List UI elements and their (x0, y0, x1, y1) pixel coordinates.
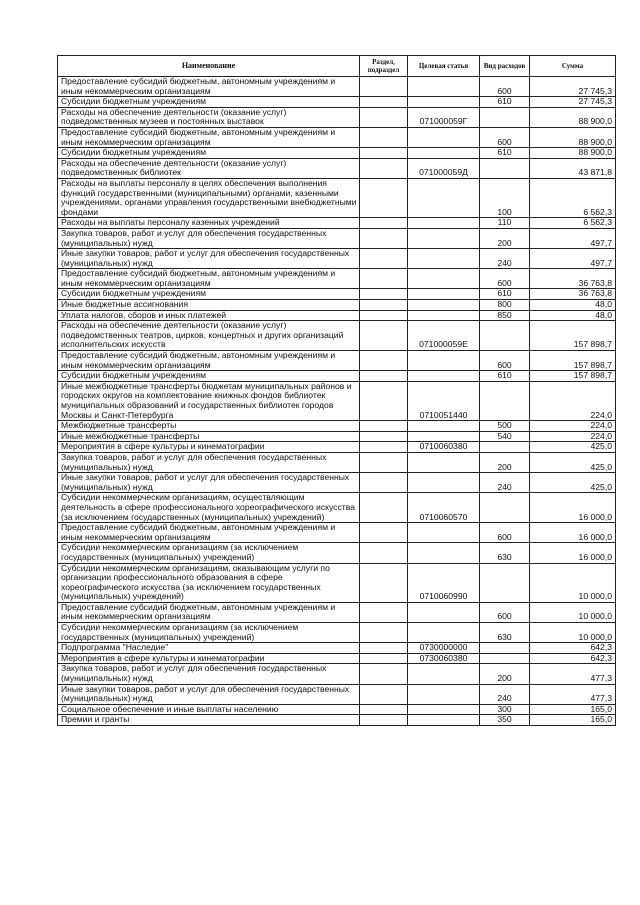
cell-sum: 224,0 (530, 381, 616, 420)
cell-kind: 600 (480, 77, 530, 97)
cell-name: Предоставление субсидий бюджетным, автономным учреждениям и иным некоммерческим организациям (58, 127, 360, 147)
cell-target (408, 218, 480, 229)
cell-sum: 88 900,0 (530, 148, 616, 159)
cell-kind (480, 107, 530, 127)
cell-section (360, 351, 408, 371)
cell-section (360, 158, 408, 178)
cell-target (408, 97, 480, 108)
cell-section (360, 249, 408, 269)
cell-section (360, 623, 408, 643)
cell-kind: 240 (480, 249, 530, 269)
cell-kind (480, 158, 530, 178)
table-row (58, 218, 616, 229)
table-row (58, 653, 616, 664)
cell-section (360, 704, 408, 715)
cell-kind: 610 (480, 289, 530, 300)
cell-name: Закупка товаров, работ и услуг для обеспечения государственных (муниципальных) нужд (58, 228, 360, 248)
cell-sum: 425,0 (530, 473, 616, 493)
cell-name: Предоставление субсидий бюджетным, автономным учреждениям и иным некоммерческим организациям (58, 351, 360, 371)
table-row (58, 664, 616, 684)
table-row (58, 543, 616, 563)
cell-sum: 16 000,0 (530, 543, 616, 563)
budget-table (57, 55, 616, 726)
cell-kind: 600 (480, 602, 530, 622)
table-row (58, 643, 616, 654)
cell-sum: 48,0 (530, 310, 616, 321)
table-row (58, 178, 616, 217)
cell-section (360, 148, 408, 159)
cell-target (408, 421, 480, 432)
cell-name: Расходы на выплаты персоналу в целях обеспечения выполнения функций государственными (муниципальными) органами, казенными учреждениями, органами управления государственными внебюджетными фондами (58, 178, 360, 217)
cell-name: Предоставление субсидий бюджетным, автономным учреждениям и иным некоммерческим организациям (58, 269, 360, 289)
cell-kind: 540 (480, 431, 530, 442)
cell-kind: 610 (480, 148, 530, 159)
cell-sum: 497,7 (530, 249, 616, 269)
cell-sum: 425,0 (530, 452, 616, 472)
table-row (58, 563, 616, 602)
table-row (58, 381, 616, 420)
cell-target: 0710060570 (408, 493, 480, 523)
cell-name: Премии и гранты (58, 715, 360, 726)
cell-sum: 36 763,8 (530, 269, 616, 289)
cell-name: Мероприятия в сфере культуры и кинематографии (58, 442, 360, 453)
cell-name: Расходы на обеспечение деятельности (оказание услуг) подведомственных музеев и постоянных выставок (58, 107, 360, 127)
cell-kind: 610 (480, 371, 530, 382)
cell-sum: 165,0 (530, 715, 616, 726)
cell-target (408, 178, 480, 217)
table-row (58, 371, 616, 382)
cell-kind: 200 (480, 452, 530, 472)
cell-section (360, 543, 408, 563)
cell-target (408, 310, 480, 321)
table-row (58, 127, 616, 147)
cell-section (360, 269, 408, 289)
cell-target (408, 704, 480, 715)
table-row (58, 473, 616, 493)
cell-kind: 500 (480, 421, 530, 432)
cell-section (360, 442, 408, 453)
table-body (58, 77, 616, 726)
cell-name: Мероприятия в сфере культуры и кинематографии (58, 653, 360, 664)
cell-sum: 16 000,0 (530, 493, 616, 523)
cell-sum: 497,7 (530, 228, 616, 248)
cell-target (408, 602, 480, 622)
header-kind: Вид расходов (480, 56, 530, 77)
cell-name: Уплата налогов, сборов и иных платежей (58, 310, 360, 321)
cell-name: Предоставление субсидий бюджетным, автономным учреждениям и иным некоммерческим организациям (58, 602, 360, 622)
cell-kind: 600 (480, 127, 530, 147)
cell-target (408, 249, 480, 269)
cell-kind: 600 (480, 523, 530, 543)
cell-section (360, 493, 408, 523)
cell-sum: 6 562,3 (530, 178, 616, 217)
table-row (58, 97, 616, 108)
cell-kind (480, 493, 530, 523)
cell-sum: 10 000,0 (530, 563, 616, 602)
cell-sum: 10 000,0 (530, 602, 616, 622)
cell-name: Иные бюджетные ассигнования (58, 300, 360, 311)
cell-target (408, 523, 480, 543)
cell-section (360, 473, 408, 493)
cell-section (360, 602, 408, 622)
cell-target: 071000059Е (408, 321, 480, 351)
header-target: Целевая статья (408, 56, 480, 77)
cell-name: Субсидии бюджетным учреждениям (58, 371, 360, 382)
cell-name: Субсидии некоммерческим организациям (за исключением государственных (муниципальных) учреждений) (58, 623, 360, 643)
table-row (58, 300, 616, 311)
cell-section (360, 218, 408, 229)
cell-sum: 6 562,3 (530, 218, 616, 229)
table-row (58, 351, 616, 371)
cell-target: 0730060380 (408, 653, 480, 664)
cell-sum: 642,3 (530, 643, 616, 654)
cell-target (408, 351, 480, 371)
cell-sum: 224,0 (530, 431, 616, 442)
cell-sum: 165,0 (530, 704, 616, 715)
table-row (58, 493, 616, 523)
cell-target (408, 715, 480, 726)
cell-kind: 350 (480, 715, 530, 726)
cell-target (408, 148, 480, 159)
table-row (58, 421, 616, 432)
cell-target (408, 371, 480, 382)
cell-name: Субсидии бюджетным учреждениям (58, 97, 360, 108)
cell-kind (480, 653, 530, 664)
cell-name: Расходы на обеспечение деятельности (оказание услуг) подведомственных театров, цирков, концертных и других организаций исполнительских искусств (58, 321, 360, 351)
cell-target (408, 269, 480, 289)
cell-target (408, 452, 480, 472)
cell-name: Иные межбюджетные трансферты (58, 431, 360, 442)
cell-target (408, 684, 480, 704)
cell-section (360, 523, 408, 543)
cell-target (408, 664, 480, 684)
cell-kind (480, 643, 530, 654)
cell-sum: 157 898,7 (530, 321, 616, 351)
cell-target: 0710060380 (408, 442, 480, 453)
cell-target (408, 228, 480, 248)
cell-name: Расходы на обеспечение деятельности (оказание услуг) подведомственных библиотек (58, 158, 360, 178)
cell-kind (480, 321, 530, 351)
cell-section (360, 228, 408, 248)
cell-kind: 850 (480, 310, 530, 321)
cell-kind (480, 563, 530, 602)
header-name: Наименование (58, 56, 360, 77)
cell-kind: 240 (480, 473, 530, 493)
table-row (58, 107, 616, 127)
cell-sum: 642,3 (530, 653, 616, 664)
cell-sum: 10 000,0 (530, 623, 616, 643)
table-row (58, 310, 616, 321)
cell-sum: 88 900,0 (530, 127, 616, 147)
cell-sum: 36 763,8 (530, 289, 616, 300)
cell-target (408, 431, 480, 442)
table-row (58, 431, 616, 442)
cell-kind: 240 (480, 684, 530, 704)
cell-section (360, 107, 408, 127)
cell-sum: 16 000,0 (530, 523, 616, 543)
table-row (58, 321, 616, 351)
cell-name: Предоставление субсидий бюджетным, автономным учреждениям и иным некоммерческим организациям (58, 523, 360, 543)
cell-sum: 425,0 (530, 442, 616, 453)
cell-section (360, 664, 408, 684)
table-row (58, 704, 616, 715)
cell-sum: 477,3 (530, 684, 616, 704)
cell-section (360, 653, 408, 664)
table-row (58, 523, 616, 543)
cell-name: Закупка товаров, работ и услуг для обеспечения государственных (муниципальных) нужд (58, 452, 360, 472)
cell-section (360, 431, 408, 442)
cell-name: Подпрограмма "Наследие" (58, 643, 360, 654)
cell-target (408, 127, 480, 147)
table-row (58, 158, 616, 178)
cell-target: 0730000000 (408, 643, 480, 654)
cell-name: Иные закупки товаров, работ и услуг для обеспечения государственных (муниципальных) нужд (58, 684, 360, 704)
cell-section (360, 127, 408, 147)
table-row (58, 452, 616, 472)
cell-kind: 610 (480, 97, 530, 108)
table-row (58, 228, 616, 248)
cell-kind: 600 (480, 351, 530, 371)
cell-name: Расходы на выплаты персоналу казенных учреждений (58, 218, 360, 229)
cell-section (360, 452, 408, 472)
cell-section (360, 97, 408, 108)
cell-name: Субсидии бюджетным учреждениям (58, 289, 360, 300)
cell-sum: 157 898,7 (530, 371, 616, 382)
cell-section (360, 715, 408, 726)
table-row (58, 623, 616, 643)
cell-section (360, 371, 408, 382)
cell-name: Социальное обеспечение и иные выплаты населению (58, 704, 360, 715)
cell-kind: 630 (480, 623, 530, 643)
cell-sum: 48,0 (530, 300, 616, 311)
cell-sum: 27 745,3 (530, 77, 616, 97)
cell-section (360, 321, 408, 351)
header-sum: Сумма (530, 56, 616, 77)
cell-kind: 200 (480, 664, 530, 684)
cell-kind: 630 (480, 543, 530, 563)
cell-kind: 100 (480, 178, 530, 217)
cell-kind (480, 442, 530, 453)
header-section: Раздел, подраздел (360, 56, 408, 77)
cell-section (360, 421, 408, 432)
cell-sum: 157 898,7 (530, 351, 616, 371)
table-header-row (58, 56, 616, 77)
cell-name: Иные межбюджетные трансферты бюджетам муниципальных районов и городских округов на комплектование книжных фондов библиотек муниципальных образований и государственных библиотек городов Москвы и Санкт-Петербурга (58, 381, 360, 420)
cell-name: Иные закупки товаров, работ и услуг для обеспечения государственных (муниципальных) нужд (58, 473, 360, 493)
cell-target: 0710060990 (408, 563, 480, 602)
cell-kind: 300 (480, 704, 530, 715)
cell-section (360, 563, 408, 602)
cell-name: Субсидии некоммерческим организациям (за исключением государственных (муниципальных) учреждений) (58, 543, 360, 563)
cell-target (408, 289, 480, 300)
cell-sum: 27 745,3 (530, 97, 616, 108)
cell-kind: 110 (480, 218, 530, 229)
cell-section (360, 643, 408, 654)
cell-target: 0710051440 (408, 381, 480, 420)
document-page (57, 55, 617, 726)
cell-kind: 800 (480, 300, 530, 311)
cell-section (360, 381, 408, 420)
cell-name: Субсидии некоммерческим организациям, осуществляющим деятельность в сфере профессионального хореографического искусства (за исключением государственных (муниципальных) учреждений) (58, 493, 360, 523)
cell-target: 071000059Д (408, 158, 480, 178)
cell-sum: 43 871,8 (530, 158, 616, 178)
cell-name: Субсидии некоммерческим организациям, оказывающим услуги по организации профессионального образования в сфере хореографического искусства (за исключением государственных (муниципальных) учреждений) (58, 563, 360, 602)
cell-target (408, 473, 480, 493)
table-row (58, 684, 616, 704)
table-row (58, 442, 616, 453)
cell-target (408, 77, 480, 97)
cell-sum: 224,0 (530, 421, 616, 432)
table-row (58, 289, 616, 300)
table-row (58, 148, 616, 159)
table-row (58, 715, 616, 726)
cell-name: Закупка товаров, работ и услуг для обеспечения государственных (муниципальных) нужд (58, 664, 360, 684)
cell-name: Иные закупки товаров, работ и услуг для обеспечения государственных (муниципальных) нужд (58, 249, 360, 269)
cell-sum: 88 900,0 (530, 107, 616, 127)
table-row (58, 602, 616, 622)
table-row (58, 269, 616, 289)
cell-sum: 477,3 (530, 664, 616, 684)
cell-target (408, 623, 480, 643)
cell-target (408, 300, 480, 311)
cell-kind (480, 381, 530, 420)
cell-kind: 600 (480, 269, 530, 289)
cell-name: Межбюджетные трансферты (58, 421, 360, 432)
cell-section (360, 178, 408, 217)
cell-section (360, 77, 408, 97)
cell-section (360, 300, 408, 311)
cell-target: 071000059Г (408, 107, 480, 127)
cell-name: Субсидии бюджетным учреждениям (58, 148, 360, 159)
cell-section (360, 684, 408, 704)
table-row (58, 249, 616, 269)
cell-section (360, 289, 408, 300)
cell-kind: 200 (480, 228, 530, 248)
cell-target (408, 543, 480, 563)
table-row (58, 77, 616, 97)
cell-name: Предоставление субсидий бюджетным, автономным учреждениям и иным некоммерческим организациям (58, 77, 360, 97)
cell-section (360, 310, 408, 321)
